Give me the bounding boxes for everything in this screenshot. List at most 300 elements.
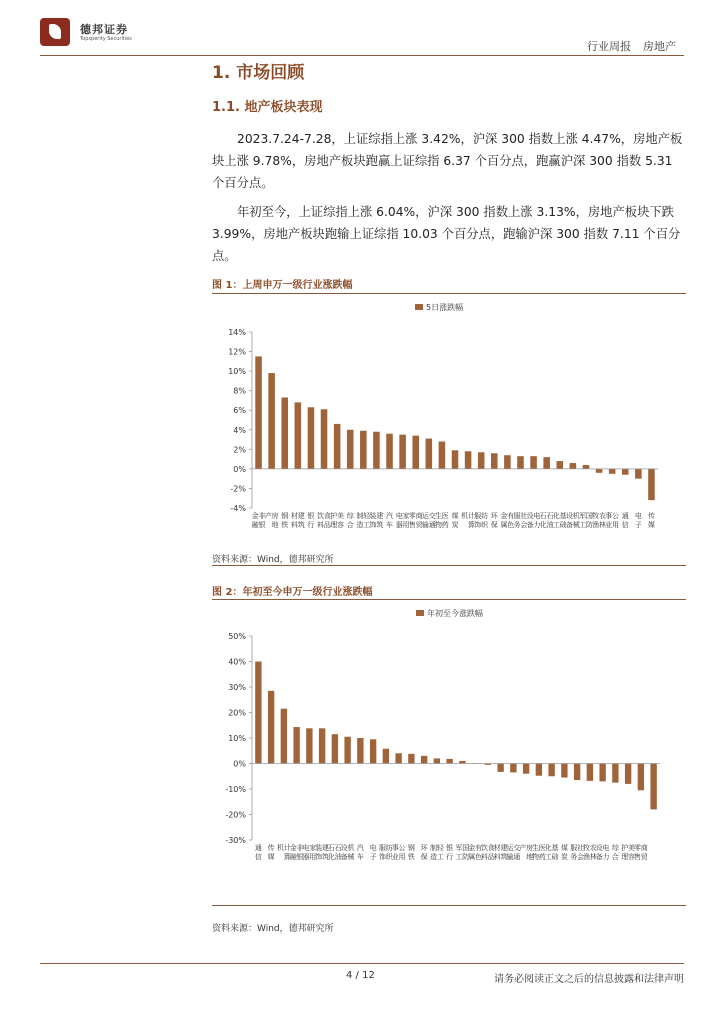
category-char: 备 [340, 853, 348, 861]
category-char: 化 [552, 512, 560, 520]
category-char: 造 [429, 853, 437, 861]
category-char: 电 [395, 512, 403, 520]
bar [334, 424, 341, 469]
category-label [474, 511, 489, 529]
category-char: 医 [538, 844, 546, 852]
category-char: 社 [520, 512, 528, 520]
category-char: 色 [507, 521, 515, 529]
footer-divider [40, 963, 684, 964]
category-char: 会 [520, 521, 528, 529]
category-label [341, 843, 355, 861]
figure2-bottom-rule [212, 905, 686, 906]
category-char: 材 [493, 844, 501, 852]
category-char: 林 [589, 853, 597, 861]
category-char: 金 [289, 844, 297, 852]
category-label [622, 511, 629, 529]
category-char: 料 [317, 521, 325, 529]
bar [452, 450, 459, 469]
category-char: 产 [264, 512, 272, 520]
category-char: 建 [376, 512, 384, 520]
bar [530, 456, 537, 469]
category-char: 电 [369, 844, 377, 852]
category-char: 饮 [317, 512, 325, 520]
category-label [370, 511, 384, 529]
category-char: 电 [602, 844, 610, 852]
category-label [408, 843, 415, 861]
industry-label: 房地产 [643, 40, 676, 53]
bar [255, 662, 261, 764]
subsection-heading: 1.1. 地产板块表现 [212, 100, 323, 115]
category-char: 药 [538, 853, 546, 861]
category-label [386, 511, 393, 529]
category-char: 金 [468, 844, 476, 852]
legend-label: 年初至今涨跌幅 [427, 609, 483, 618]
category-char: 食 [323, 512, 331, 520]
category-char: 石 [334, 844, 342, 852]
category-char: 国 [585, 512, 593, 520]
category-char: 银 [258, 521, 266, 529]
category-char: 计 [283, 844, 291, 852]
category-char: 织 [385, 853, 393, 861]
category-char: 通 [428, 521, 436, 529]
category-char: 筑 [500, 853, 508, 861]
category-char: 媒 [267, 853, 275, 861]
category-char: 零 [408, 512, 416, 520]
category-label [455, 843, 469, 861]
category-label [252, 511, 266, 529]
bar [599, 764, 605, 782]
category-char: 材 [290, 512, 298, 520]
bar [319, 728, 325, 763]
category-label [396, 511, 410, 529]
category-char: 信 [621, 521, 629, 529]
category-char: 饰 [315, 853, 323, 861]
category-char: 品 [323, 521, 331, 529]
category-label [328, 844, 342, 861]
category-label [648, 511, 655, 529]
category-char: 车 [386, 521, 394, 529]
category-char: 银 [446, 844, 454, 852]
category-char: 属 [468, 853, 476, 861]
figure1-top-rule [212, 293, 686, 294]
y-tick-label: 14% [228, 328, 246, 337]
category-char: 化 [544, 844, 552, 852]
category-char: 料 [493, 853, 501, 861]
category-char: 色 [475, 853, 483, 861]
bar [281, 398, 288, 469]
category-char: 保 [490, 521, 498, 529]
category-char: 力 [602, 853, 610, 861]
bar [370, 739, 376, 763]
category-char: 防 [462, 853, 470, 861]
category-label [430, 843, 445, 861]
category-char: 合 [611, 853, 619, 861]
category-char: 子 [369, 853, 377, 861]
category-char: 输 [421, 521, 429, 529]
bar [321, 409, 328, 469]
category-label [468, 843, 482, 861]
category-char: 筑 [322, 853, 330, 861]
bar [408, 754, 414, 764]
y-tick-label: 30% [228, 683, 246, 692]
category-label [583, 843, 597, 861]
category-char: 料 [290, 521, 298, 529]
category-char: 非 [258, 512, 266, 520]
category-label [347, 511, 355, 529]
bar [332, 734, 338, 763]
category-char: 运 [506, 844, 514, 852]
y-tick-label: -20% [225, 810, 246, 820]
bar [536, 764, 542, 776]
bar [446, 759, 452, 764]
category-char: 药 [441, 521, 449, 529]
category-label [302, 843, 316, 861]
bar [612, 764, 618, 783]
category-char: 设 [595, 844, 603, 852]
category-char: 炭 [560, 853, 568, 861]
category-char: 商 [415, 512, 423, 520]
paragraph-weekly-performance: 2023.7.24-7.28，上证综指上涨 3.42%，沪深 300 指数上涨 4.47%，房地产板块上涨 9.78%，房地产板块跑赢上证综指 6.37 个百分点，跑赢沪深 300 指数 5.31 个百分点。 [212, 132, 683, 190]
category-label [392, 843, 406, 861]
category-char: 饰 [369, 521, 377, 529]
bar [386, 434, 393, 469]
category-char: 化 [539, 521, 547, 529]
category-char: 贸 [640, 853, 648, 861]
ytd-industry-bar-chart [212, 602, 686, 866]
y-tick-label: 10% [228, 367, 246, 377]
legend-swatch [416, 610, 424, 616]
category-char: 纺 [385, 844, 393, 852]
category-char: 服 [378, 844, 386, 852]
category-label [317, 511, 331, 529]
figure1-source: 资料来源：Wind，德邦研究所 [212, 555, 334, 565]
category-char: 房 [271, 512, 279, 520]
y-tick-label: -4% [230, 504, 246, 513]
bar [609, 469, 616, 474]
figure2-source: 资料来源：Wind，德邦研究所 [212, 924, 334, 934]
category-char: 工 [544, 853, 552, 861]
category-char: 售 [633, 853, 641, 861]
figure2-top-rule [212, 599, 686, 600]
category-char: 护 [330, 512, 338, 520]
category-char: 工 [436, 853, 444, 861]
report-header [587, 38, 676, 54]
category-char: 备 [526, 521, 534, 529]
category-label [446, 843, 453, 861]
bar [557, 461, 564, 469]
y-tick-label: -2% [230, 484, 246, 494]
category-label [570, 843, 584, 861]
category-char: 农 [598, 512, 606, 520]
category-char: 工 [363, 521, 371, 529]
category-label [612, 843, 620, 861]
category-label [435, 511, 449, 529]
category-char: 生 [435, 512, 443, 520]
category-char: 理 [330, 521, 338, 529]
category-label [494, 843, 508, 861]
category-char: 综 [611, 844, 619, 852]
category-label [255, 843, 262, 861]
category-label [281, 511, 288, 529]
y-tick-label: 8% [233, 386, 246, 396]
category-char: 非 [296, 844, 304, 852]
bar [357, 738, 363, 764]
category-char: 筑 [376, 521, 384, 529]
bar [510, 764, 516, 773]
category-char: 输 [506, 853, 514, 861]
category-char: 环 [490, 512, 498, 520]
category-char: 业 [391, 853, 399, 861]
category-char: 公 [398, 844, 406, 852]
category-char: 电 [302, 844, 310, 852]
bar [373, 432, 380, 469]
category-label [634, 843, 649, 861]
category-char: 汽 [356, 844, 364, 852]
bar [347, 430, 354, 469]
logo-icon [40, 18, 70, 46]
logo-name: 德邦证券 [80, 23, 128, 36]
category-char: 商 [640, 844, 648, 852]
bar [622, 469, 629, 475]
category-char: 力 [533, 521, 541, 529]
category-char: 机 [347, 844, 355, 852]
bar [268, 691, 274, 764]
category-char: 运 [421, 512, 429, 520]
category-char: 石 [539, 512, 547, 520]
category-char: 炭 [451, 521, 459, 529]
category-char: 纺 [481, 512, 489, 520]
bar [650, 764, 656, 810]
bar [625, 764, 631, 784]
category-char: 护 [621, 844, 629, 852]
category-char: 环 [420, 844, 428, 852]
category-char: 织 [481, 521, 489, 529]
bar [574, 764, 580, 781]
category-label [268, 843, 275, 861]
category-char: 建 [500, 844, 508, 852]
bar [548, 764, 554, 777]
category-char: 铁 [407, 853, 415, 861]
category-char: 传 [647, 512, 655, 520]
category-char: 化 [327, 853, 335, 861]
figure1-bottom-rule [212, 565, 686, 566]
category-char: 行 [307, 521, 315, 529]
category-char: 综 [346, 512, 354, 520]
category-char: 通 [621, 512, 629, 520]
y-tick-label: -30% [225, 836, 246, 845]
category-char: 器 [395, 521, 403, 529]
category-label [561, 843, 568, 861]
category-char: 基 [559, 512, 567, 520]
category-char: 础 [551, 853, 559, 861]
category-char: 金 [500, 512, 508, 520]
bar [434, 758, 440, 763]
category-char: 料 [480, 853, 488, 861]
category-char: 食 [487, 844, 495, 852]
bar [491, 453, 498, 469]
bar [523, 764, 529, 774]
category-label [596, 843, 610, 861]
category-char: 基 [551, 844, 559, 852]
y-tick-label: -10% [225, 785, 246, 794]
category-label [265, 511, 279, 529]
category-char: 装 [369, 512, 377, 520]
y-tick-label: 4% [233, 425, 246, 435]
company-logo [40, 18, 144, 46]
category-char: 建 [322, 844, 330, 852]
category-char: 车 [356, 853, 364, 861]
page-number: 4 / 12 [346, 970, 375, 981]
report-type: 行业周报 [587, 40, 631, 53]
category-char: 金 [251, 512, 259, 520]
legend-label: 5日涨跌幅 [426, 303, 464, 312]
bar [439, 442, 446, 469]
bar [478, 452, 485, 469]
category-char: 属 [500, 521, 508, 529]
paragraph-ytd-performance: 年初至今，上证综指上涨 6.04%，沪深 300 指数上涨 3.13%，房地产板块下跌 3.99%，房地产板块跑输上证综指 10.03 个百分点，跑输沪深 300 指数 7.11 个百分点。 [212, 205, 681, 263]
legend-swatch [415, 304, 423, 310]
category-char: 军 [455, 844, 463, 852]
bar [583, 465, 590, 469]
category-char: 设 [526, 512, 534, 520]
y-tick-label: 40% [228, 657, 246, 667]
category-char: 轻 [363, 512, 371, 520]
category-char: 务 [513, 521, 521, 529]
category-char: 用 [402, 521, 410, 529]
category-label [452, 511, 459, 529]
category-char: 生 [531, 844, 539, 852]
figure2-title: 图 2：年初至今申万一级行业涨跌幅 [212, 587, 373, 598]
category-char: 容 [337, 521, 345, 529]
bar [383, 749, 389, 764]
category-label [506, 843, 520, 861]
category-char: 工 [455, 853, 463, 861]
category-label [491, 512, 499, 529]
category-char: 渔 [582, 853, 590, 861]
figure1-title: 图 1：上周申万一级行业涨跌幅 [212, 280, 353, 291]
category-char: 银 [296, 853, 304, 861]
category-label [330, 511, 344, 529]
category-label [527, 511, 541, 529]
category-char: 饮 [480, 844, 488, 852]
category-char: 公 [612, 512, 620, 520]
section-heading: 1. 市场回顾 [212, 63, 305, 83]
category-char: 铁 [281, 521, 289, 529]
bar [255, 356, 262, 468]
category-char: 设 [340, 844, 348, 852]
category-char: 钢 [281, 512, 289, 520]
category-label [421, 844, 429, 861]
category-label [422, 511, 436, 529]
category-char: 贸 [415, 521, 423, 529]
category-char: 筑 [297, 521, 305, 529]
category-char: 交 [513, 844, 521, 852]
chart-legend [415, 302, 463, 312]
category-char: 零 [633, 844, 641, 852]
bar [543, 457, 550, 469]
category-char: 家 [402, 512, 410, 520]
category-char: 保 [420, 853, 428, 861]
logo-english-name: Topsperity Securities [80, 36, 132, 42]
category-char: 售 [408, 521, 416, 529]
category-char: 牧 [592, 512, 600, 520]
weekly-industry-bar-chart [212, 296, 686, 556]
category-char: 服 [474, 512, 482, 520]
category-char: 合 [346, 521, 354, 529]
category-char: 电 [634, 512, 642, 520]
bar [268, 373, 275, 469]
category-label [307, 511, 314, 529]
category-char: 器 [302, 853, 310, 861]
bar [412, 436, 419, 469]
bar [465, 451, 472, 469]
category-label [532, 843, 546, 861]
category-char: 美 [628, 844, 636, 852]
category-label [461, 511, 475, 529]
category-char: 渔 [592, 521, 600, 529]
category-char: 算 [283, 853, 291, 861]
y-tick-label: 12% [228, 347, 246, 357]
category-char: 械 [572, 521, 580, 529]
category-char: 交 [428, 512, 436, 520]
y-tick-label: 0% [233, 464, 246, 474]
category-label [290, 843, 304, 861]
category-char: 会 [577, 853, 585, 861]
bar [517, 456, 524, 469]
category-char: 军 [579, 512, 587, 520]
bar [497, 764, 503, 772]
category-char: 房 [526, 844, 534, 852]
category-label [579, 511, 593, 529]
category-char: 油 [546, 521, 554, 529]
category-char: 容 [628, 853, 636, 861]
category-char: 机 [572, 512, 580, 520]
category-label [566, 511, 580, 529]
category-label [545, 843, 559, 861]
category-char: 煤 [560, 844, 568, 852]
category-char: 用 [398, 853, 406, 861]
bar [421, 756, 427, 764]
category-char: 石 [327, 844, 335, 852]
y-tick-label: 50% [228, 632, 246, 641]
category-char: 地 [271, 521, 279, 529]
category-char: 美 [337, 512, 345, 520]
category-char: 物 [435, 521, 443, 529]
category-char: 工 [579, 521, 587, 529]
category-char: 服 [570, 844, 578, 852]
bar [308, 407, 315, 469]
category-char: 石 [546, 512, 554, 520]
bar [570, 463, 577, 469]
category-char: 媒 [647, 521, 655, 529]
category-char: 地 [526, 853, 534, 861]
category-char: 务 [570, 853, 578, 861]
chart-legend [416, 608, 483, 618]
category-char: 机 [461, 512, 469, 520]
category-char: 子 [634, 521, 642, 529]
bar [504, 455, 511, 469]
footer-disclaimer: 请务必阅读正文之后的信息披露和法律声明 [494, 974, 684, 985]
category-char: 信 [254, 853, 262, 861]
bar [306, 728, 312, 763]
category-char: 电 [533, 512, 541, 520]
category-char: 物 [531, 853, 539, 861]
category-char: 通 [254, 844, 262, 852]
category-char: 设 [565, 512, 573, 520]
category-char: 饰 [474, 521, 482, 529]
category-char: 业 [605, 521, 613, 529]
y-tick-label: 10% [228, 734, 246, 743]
